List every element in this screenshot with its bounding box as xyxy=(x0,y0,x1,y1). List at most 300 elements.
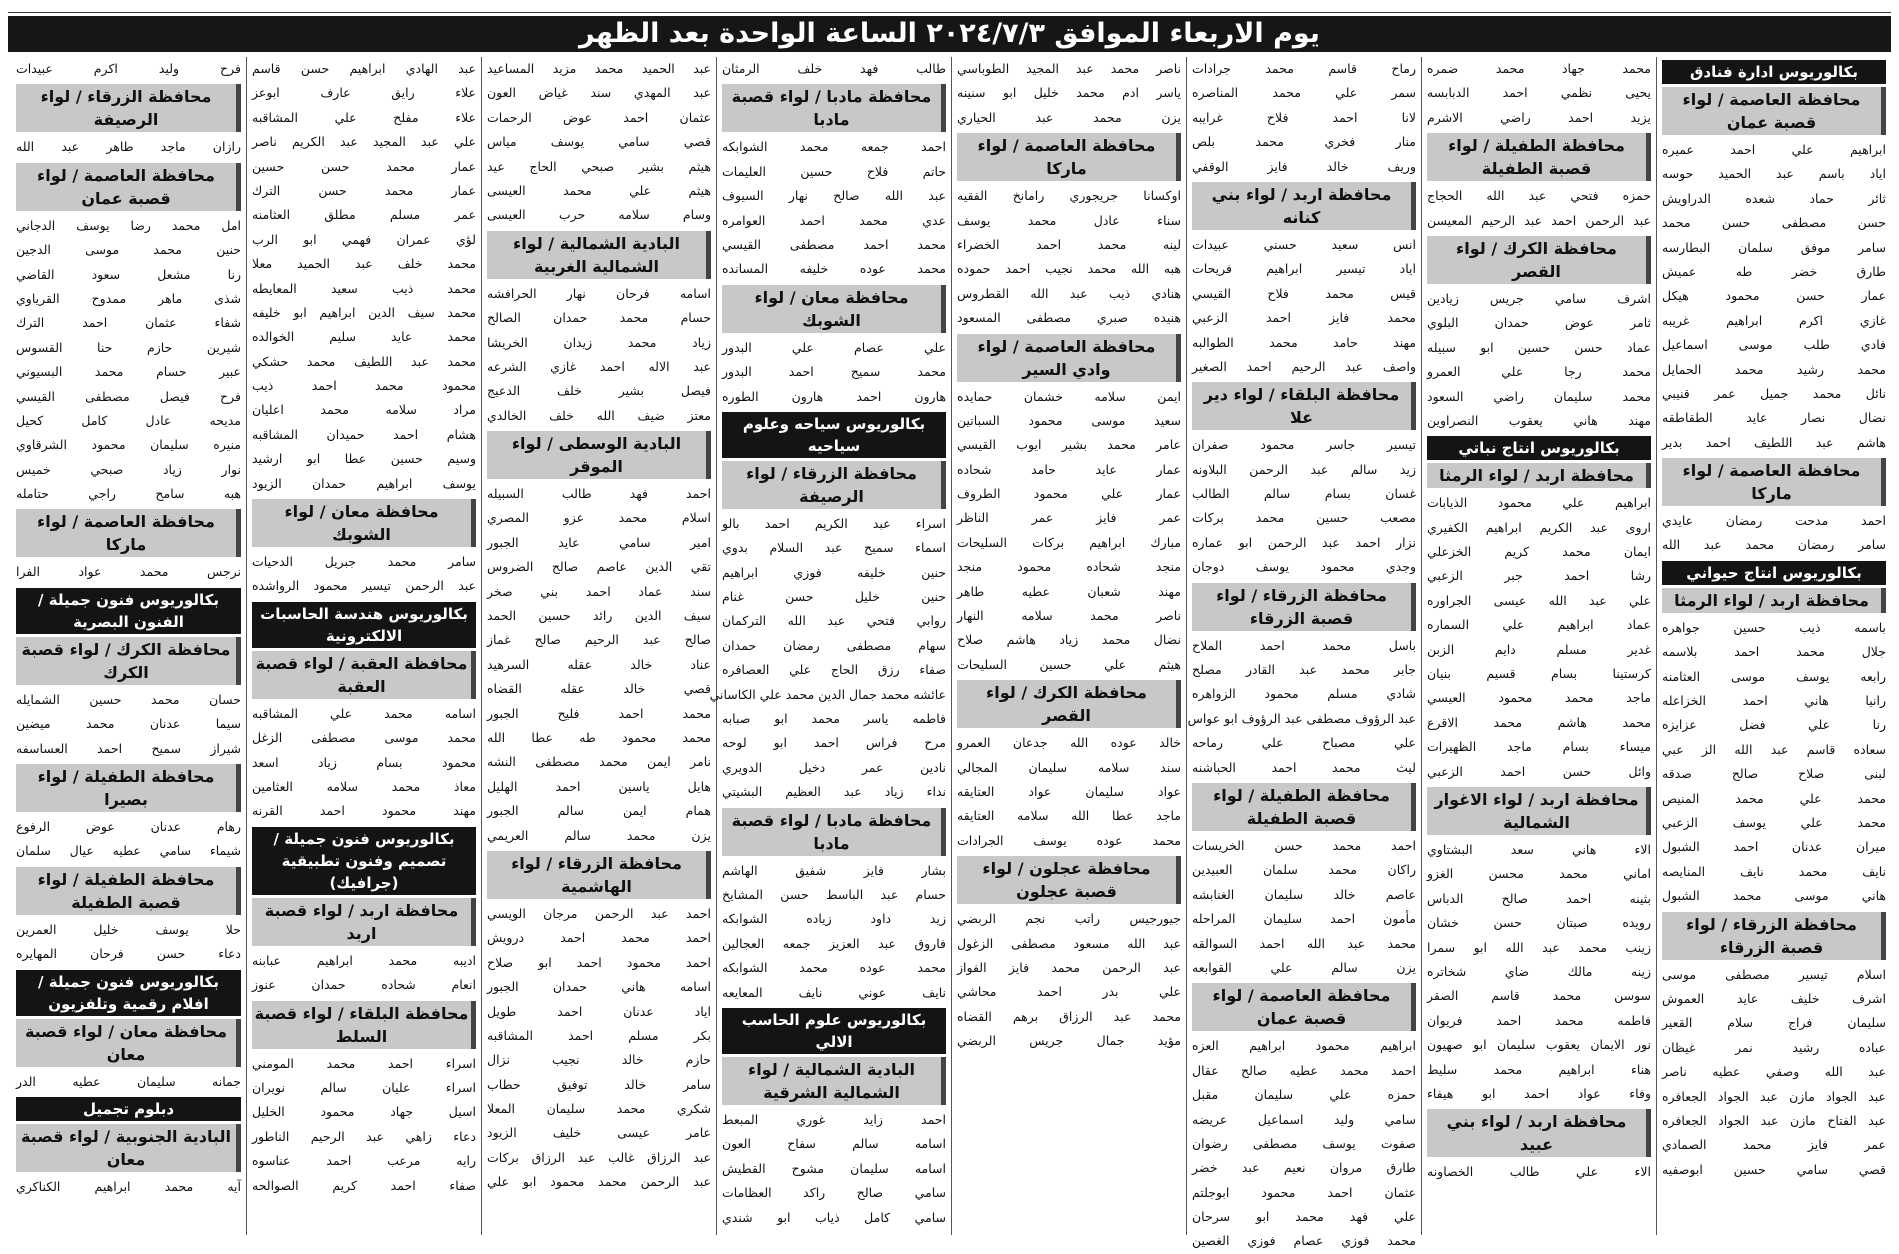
name-entry: انس سعيد حسني عبيدات xyxy=(1192,236,1416,252)
name-entry: فاروق عبد العزيز جمعه العجالين xyxy=(722,935,946,951)
name-entry: معاذ محمد سلامه العثامين xyxy=(252,778,476,794)
name-entry: محمد علي يوسف الزعبي xyxy=(1662,814,1886,830)
name-entry: شادي مسلم محمود الزواهره xyxy=(1192,686,1416,702)
name-entry: حمزه علي سليمان مقبل xyxy=(1192,1087,1416,1103)
name-entry: الاء علي طالب الخصاونه xyxy=(1427,1164,1651,1180)
name-entry: محمد رشيد محمد الحمايل xyxy=(1662,361,1886,377)
name-entry: سامي صالح راكد العظامات xyxy=(722,1185,946,1201)
region-heading: البادية الشمالية / لواء الشمالية الغربية xyxy=(487,231,711,279)
degree-heading: بكالوريوس فنون جميلة / تصميم وفنون تطبيقية (جرافيك) xyxy=(252,827,476,895)
name-entry: عبد الهادي ابراهيم حسن قاسم xyxy=(252,61,476,76)
name-entry: عبد الرحمن محمد محمود ابو علي xyxy=(487,1174,711,1190)
region-heading: محافظة الزرقاء / لواء الرصيفة xyxy=(16,84,241,132)
name-entry: عبير حسام محمد البسيوني xyxy=(16,364,241,380)
name-entry: فرح فيصل مصطفى القيسي xyxy=(16,388,241,404)
name-entry: محمد ذيب سعيد المعايطه xyxy=(252,280,476,296)
name-entry: الاء هاني سعد البشتاوي xyxy=(1427,841,1651,857)
name-entry: محمود محمد احمد ذيب xyxy=(252,378,476,394)
region-heading: محافظة اربد / لواء قصبة اربد xyxy=(252,898,476,946)
name-entry: عبد الرحمن احمد عبد الرحيم المعيسن xyxy=(1427,212,1651,228)
name-entry: محمد عبد الله احمد السوالقه xyxy=(1192,935,1416,951)
name-entry: بكر مسلم احمد المشاقبه xyxy=(487,1027,711,1043)
name-entry: علي عبد الله عيسى الجراوره xyxy=(1427,592,1651,608)
name-entry: شذى ماهر ممدوح القرياوي xyxy=(16,290,241,306)
name-entry: محمد عوده خليفه المسانده xyxy=(722,261,946,277)
name-entry: مراد سلامه محمد اعليان xyxy=(252,402,476,418)
name-entry: ماجد عطا الله سلامه العتايقه xyxy=(957,808,1181,824)
region-heading: محافظة البلقاء / لواء قصبة السلط xyxy=(252,1001,476,1049)
region-heading: محافظة الطفيلة / لواء بصيرا xyxy=(16,764,241,812)
name-entry: اياد عدنان احمد طويل xyxy=(487,1003,711,1019)
name-entry: اسلام تيسير مصطفى موسى xyxy=(1662,966,1886,982)
region-heading: البادية الوسطى / لواء الموقر xyxy=(487,431,711,479)
name-entry: محمد عوده محمد الشوابكه xyxy=(722,960,946,976)
name-entry: مأمون احمد سليمان المراحله xyxy=(1192,911,1416,927)
name-entry: نداء زياد عبد العظيم البشيتي xyxy=(722,784,946,800)
column-2 xyxy=(1421,57,1656,1235)
name-entry: محمد سميح احمد البدور xyxy=(722,364,946,380)
name-entry: همام ايمن سالم الجبور xyxy=(487,803,711,819)
name-entry: محمد فايز احمد الزعبي xyxy=(1192,310,1416,326)
name-entry: اديبه محمد ابراهيم عبابنه xyxy=(252,952,476,968)
name-entry: وريف خالد فايز الوقفي xyxy=(1192,158,1416,174)
name-entry: هيثم بشير صبحي الحاج عيد xyxy=(487,158,711,174)
column-8 xyxy=(11,57,246,1235)
name-entry: نائل محمد جميل عمر قنيبي xyxy=(1662,385,1886,401)
name-entry: علي فهد محمد ابو سرحان xyxy=(1192,1209,1416,1225)
name-entry: صالح عبد الرحيم صالح غماز xyxy=(487,632,711,648)
region-heading: محافظة العاصمة / لواء قصبة عمان xyxy=(16,163,241,211)
region-heading: البادية الجنوبية / لواء قصبة معان xyxy=(16,1124,241,1172)
name-entry: محمد رجا علي العمرو xyxy=(1427,364,1651,380)
name-entry: حنين محمد موسى الدجين xyxy=(16,242,241,258)
name-entry: جلال محمد احمد بلاسمه xyxy=(1662,644,1886,660)
name-entry: يزن محمد سالم العريمي xyxy=(487,827,711,843)
region-heading: محافظة الطفيلة / لواء قصبة الطفيلة xyxy=(1427,133,1651,181)
name-entry: اسامه سليمان مشوح القطيش xyxy=(722,1160,946,1176)
region-heading: محافظة العاصمة / لواء قصبة عمان xyxy=(1662,87,1886,135)
region-heading: محافظة العاصمة / لواء ماركا xyxy=(16,509,241,557)
name-entry: واصف عبد الرحيم احمد الصغير xyxy=(1192,358,1416,374)
region-heading: محافظة العاصمة / لواء ماركا xyxy=(957,133,1181,181)
name-entry: غدير مسلم دايم الزبن xyxy=(1427,641,1651,657)
name-entry: رهام عدنان عوض الرفوع xyxy=(16,819,241,835)
name-entry: سهام مصطفى رمضان حمدان xyxy=(722,637,946,653)
name-entry: عمار محمد حسن حسين xyxy=(252,158,476,174)
name-entry: ليث محمد احمد الحباشنه xyxy=(1192,759,1416,775)
name-entry: زيد سالم عبد الرحمن البلاونه xyxy=(1192,461,1416,477)
name-entry: سند سلامه سليمان المجالي xyxy=(957,759,1181,775)
name-entry: طارق مروان نعيم عبد خضر xyxy=(1192,1160,1416,1176)
name-entry: محمد عوده يوسف الجرادات xyxy=(957,832,1181,848)
name-entry: حاتم فلاح حسين العليمات xyxy=(722,163,946,179)
name-entry: يحيى نظمي احمد الدبابسه xyxy=(1427,85,1651,101)
name-entry: اياد باسم عبد الحميد حوسه xyxy=(1662,166,1886,182)
name-entry: محمد جهاد محمد ضمره xyxy=(1427,61,1651,76)
name-entry: عمر مسلم مطلق العثامنه xyxy=(252,207,476,223)
name-entry: زينه مالك ضاي شخاتره xyxy=(1427,963,1651,979)
name-entry: شيراز سميح احمد العساسفه xyxy=(16,740,241,756)
name-entry: عبد الرحمن محمد فايز الفواز xyxy=(957,959,1181,975)
name-entry: ماجد محمد محمود العيسي xyxy=(1427,690,1651,706)
name-entry: علي عبد المجيد عبد الكريم ناصر xyxy=(252,134,476,150)
name-entry: عباده رشيد نمر غيظان xyxy=(1662,1039,1886,1055)
name-entry: فرح وليد اكرم عبيدات xyxy=(16,61,241,76)
name-entry: روابي فتحي عبد الله التركمان xyxy=(722,613,946,629)
name-entry: عبد الاله احمد غازي الشرعه xyxy=(487,358,711,374)
name-entry: عبد الجواد مازن عبد الجواد الجعافره xyxy=(1662,1088,1886,1104)
name-entry: احمد عبد الرحمن مرجان الويسي xyxy=(487,905,711,921)
degree-heading: بكالوريوس فنون جميلة / الفنون البصرية xyxy=(16,588,241,634)
name-entry: منجد شحاده محمود منجد xyxy=(957,559,1181,575)
name-entry: سند عماد احمد بني صخر xyxy=(487,583,711,599)
name-entry: فاطمه ياسر محمد ابو صبابه xyxy=(722,711,946,727)
name-entry: نرجس محمد عواد الفرا xyxy=(16,564,241,580)
name-entry: باسمه ذيب حسين جواهره xyxy=(1662,619,1886,635)
name-entry: رازان ماجد طاهر عبد الله xyxy=(16,139,241,155)
name-entry: رنا علي فضل عزايزه xyxy=(1662,717,1886,733)
name-entry: هنادي ذيب عبد الله القطروس xyxy=(957,285,1181,301)
name-entry: منيره سليمان محمود الشرقاوي xyxy=(16,437,241,453)
degree-heading: بكالوريوس هندسة الحاسبات الالكترونية xyxy=(252,602,476,648)
region-heading: محافظة الكرك / لواء قصبة الكرك xyxy=(16,637,241,685)
name-entry: ثامر عوض حمدان البلوي xyxy=(1427,315,1651,331)
name-entry: نايف محمد نايف المنايصه xyxy=(1662,863,1886,879)
name-entry: رويده صبتان حسن خشان xyxy=(1427,915,1651,931)
degree-heading: دبلوم تجميل xyxy=(16,1097,241,1121)
name-entry: احمد محمد احمد درويش xyxy=(487,930,711,946)
name-entry: باسل محمد احمد الملاح xyxy=(1192,637,1416,653)
name-entry: نادين عمر دخيل الدويري xyxy=(722,759,946,775)
name-entry: راكان محمد سلمان العبيدين xyxy=(1192,862,1416,878)
region-heading: محافظة مادبا / لواء قصبة مادبا xyxy=(722,84,946,132)
name-entry: ايمان محمد كريم الخزعلي xyxy=(1427,544,1651,560)
name-entry: غازي اكرم ابراهيم غريبه xyxy=(1662,312,1886,328)
name-entry: صفوت يوسف مصطفى رضوان xyxy=(1192,1135,1416,1151)
name-entry: انعام شحاده حمدان عنوز xyxy=(252,977,476,993)
top-rule xyxy=(8,6,1891,13)
name-entry: لبنى صلاح صالح صدقه xyxy=(1662,766,1886,782)
degree-heading: بكالوريوس سياحه وعلوم سياحيه xyxy=(722,412,946,458)
column-1 xyxy=(1656,57,1891,1235)
name-entry: جمانه سليمان عطيه الدر xyxy=(16,1073,241,1089)
name-entry: سامي وليد اسماعيل عريضه xyxy=(1192,1111,1416,1127)
name-entry: ناصر محمد عبد المجيد الطوباسي xyxy=(957,61,1181,76)
region-heading: محافظة معان / لواء الشوبك xyxy=(722,285,946,333)
name-entry: حسام محمد حمدان الصالح xyxy=(487,310,711,326)
name-entry: عامر عيسى خليف الزيود xyxy=(487,1125,711,1141)
name-entry: هيثم علي محمد العيسى xyxy=(487,182,711,198)
name-entry: اوكسانا جريجوري رامانخ الفقيه xyxy=(957,188,1181,204)
name-entry: اشرف خليف عايد العموش xyxy=(1662,990,1886,1006)
name-entry: مديحه عادل كامل كحيل xyxy=(16,412,241,428)
name-entry: مؤيد جمال جريس الربضي xyxy=(957,1033,1181,1049)
name-entry: عمار عايد حامد شحاده xyxy=(957,461,1181,477)
name-entry: احمد محمد حسن الخريسات xyxy=(1192,837,1416,853)
name-entry: مرح فراس احمد ابو لوحه xyxy=(722,735,946,751)
name-entry: سامر موفق سلمان البطارسه xyxy=(1662,239,1886,255)
region-heading: محافظة اربد / لواء الرمثا xyxy=(1662,588,1886,613)
name-entry: رماح قاسم محمد جرادات xyxy=(1192,61,1416,76)
name-entry: محمود بسام زياد اسعد xyxy=(252,754,476,770)
region-heading: محافظة البلقاء / لواء دير علا xyxy=(1192,382,1416,430)
name-entry: عائشه محمد جمال الدين محمد علي الكاساني xyxy=(709,686,946,702)
name-entry: عاصم خالد سليمان الغنابشه xyxy=(1192,886,1416,902)
name-entry: اسامه محمد علي المشاقبه xyxy=(252,705,476,721)
region-heading: محافظة الزرقاء / لواء الرصيفة xyxy=(722,461,946,509)
name-entry: حمزه فتحي عبد الله الحجاج xyxy=(1427,188,1651,204)
name-entry: مهند حامد محمد الطوالبه xyxy=(1192,334,1416,350)
name-entry: حسن مصطفى حسن محمد xyxy=(1662,215,1886,231)
name-entry: هنيده صبري مصطفى المسعود xyxy=(957,310,1181,326)
name-entry: سليمان فراج سلام القعير xyxy=(1662,1015,1886,1031)
name-entry: علاء رايق عارف ابوعز xyxy=(252,85,476,101)
name-entry: اسراء احمد محمد المومني xyxy=(252,1055,476,1071)
degree-heading: بكالوريوس انتاج حيواني xyxy=(1662,561,1886,585)
name-entry: عثمان احمد محمود ابوجلتم xyxy=(1192,1184,1416,1200)
degree-heading: بكالوريوس فنون جميلة / افلام رقمية وتلفزيون xyxy=(16,970,241,1016)
name-entry: ناصر محمد سلامه النهار xyxy=(957,608,1181,624)
name-entry: عبد الفتاح مازن عبد الجواد الجعافره xyxy=(1662,1112,1886,1128)
name-entry: احمد زايد غوري المبعط xyxy=(722,1111,946,1127)
name-entry: عبد الحميد محمد مزيد المساعيد xyxy=(487,61,711,76)
region-heading: محافظة العاصمة / لواء ماركا xyxy=(1662,458,1886,506)
region-heading: محافظة اربد / لواء الرمثا xyxy=(1427,463,1651,488)
name-entry: محمد خلف عبد الحميد معلا xyxy=(252,256,476,272)
name-entry: طارق خضر طه عميش xyxy=(1662,263,1886,279)
name-entry: هارون احمد هارون الطوره xyxy=(722,388,946,404)
name-entry: علي بدر احمد محاشي xyxy=(957,984,1181,1000)
name-entry: وجدي محمود يوسف دوجان xyxy=(1192,559,1416,575)
name-entry: نضال نصار عايد الطقاطقه xyxy=(1662,410,1886,426)
name-entry: اسماء سميح عبد السلام بدوي xyxy=(722,540,946,556)
name-entry: رنا مشعل سعود القاضي xyxy=(16,266,241,282)
name-entry: ثائر حماد شعده الدراويش xyxy=(1662,190,1886,206)
region-heading: محافظة مادبا / لواء قصبة مادبا xyxy=(722,808,946,856)
name-entry: علاء مفلح علي المشاقبه xyxy=(252,109,476,125)
name-entry: غسان بسام سالم الطالب xyxy=(1192,486,1416,502)
name-entry: محمد هاشم محمد الاقرع xyxy=(1427,714,1651,730)
name-entry: كرستينا بسام قسيم بنيان xyxy=(1427,666,1651,682)
column-4 xyxy=(951,57,1186,1235)
name-entry: عبد الله مسعود مصطفى الزغول xyxy=(957,935,1181,951)
name-entry: اسامه سالم سفاح العون xyxy=(722,1136,946,1152)
region-heading: محافظة الزرقاء / لواء قصبة الزرقاء xyxy=(1192,583,1416,631)
name-entry: حلا يوسف خليل العمرين xyxy=(16,921,241,937)
name-entry: دعاء زاهي عبد الرحيم الناطور xyxy=(252,1128,476,1144)
name-entry: سناء عادل محمد يوسف xyxy=(957,212,1181,228)
name-entry: نايف عوني نايف المعايعه xyxy=(722,984,946,1000)
name-entry: وفاء عواد احمد ابو هيفاء xyxy=(1427,1085,1651,1101)
column-6 xyxy=(481,57,716,1235)
degree-heading: بكالوريوس علوم الحاسب الالي xyxy=(722,1008,946,1054)
name-entry: زيد داود زياده الشوابكه xyxy=(722,911,946,927)
name-entry: قيس محمد فلاح القيسي xyxy=(1192,285,1416,301)
name-entry: عدي محمد احمد العوامره xyxy=(722,212,946,228)
name-entry: اسامه فرحان نهار الحرافشه xyxy=(487,285,711,301)
name-entry: هاني موسى محمد الشبول xyxy=(1662,888,1886,904)
name-entry: نضال محمد زياد هاشم صلاح xyxy=(957,632,1181,648)
name-entry: حنين خليل حسن غنام xyxy=(722,589,946,605)
name-entry: تيسير جاسر محمود صفران xyxy=(1192,437,1416,453)
name-entry: عبد المهدي سند غياض العون xyxy=(487,85,711,101)
name-entry: فاطمه محمد احمد فريوان xyxy=(1427,1012,1651,1028)
name-entry: فيصل بشير خلف الدعيج xyxy=(487,383,711,399)
region-heading: محافظة الطفيلة / لواء قصبة الطفيلة xyxy=(1192,783,1416,831)
name-entry: حسام عبد الباسط حسن المشايخ xyxy=(722,886,946,902)
name-entry: اسراء عبد الكريم احمد بالو xyxy=(722,515,946,531)
name-entry: احمد محمد عطيه صالح عقال xyxy=(1192,1062,1416,1078)
name-entry: مهند هاني يعقوب النصراوين xyxy=(1427,412,1651,428)
name-entry: قصي خالد عقله القضاه xyxy=(487,681,711,697)
name-entry: عماد ابراهيم علي السماره xyxy=(1427,617,1651,633)
name-entry: دعاء حسن فرحان المهايره xyxy=(16,946,241,962)
name-entry: محمد عايد سليم الخوالده xyxy=(252,329,476,345)
region-heading: محافظة الزرقاء / لواء قصبة الزرقاء xyxy=(1662,912,1886,960)
name-entry: محمد عبد اللطيف محمد حشكي xyxy=(252,353,476,369)
region-heading: محافظة الكرك / لواء القصر xyxy=(1427,236,1651,284)
name-entry: احمد محمود احمد ابو صلاح xyxy=(487,954,711,970)
column-3 xyxy=(1186,57,1421,1249)
name-entry: علي عصام علي البدور xyxy=(722,339,946,355)
name-entry: عمار علي محمود الطروف xyxy=(957,486,1181,502)
name-entry: مصعب حسين محمد بركات xyxy=(1192,510,1416,526)
name-entry: اشرف سامي جريس زيادين xyxy=(1427,290,1651,306)
region-heading: محافظة معان / لواء الشوبك xyxy=(252,499,476,547)
name-entry: عمار محمد حسن الترك xyxy=(252,182,476,198)
name-entry: سوسن محمد قاسم الصقر xyxy=(1427,988,1651,1004)
name-entry: عبد الرزاق غالب عبد الرزاق بركات xyxy=(487,1149,711,1165)
name-entry: سامر خالد توفيق حطاب xyxy=(487,1076,711,1092)
region-heading: محافظة الطفيلة / لواء قصبة الطفيلة xyxy=(16,867,241,915)
name-entry: ميران عدنان احمد الشبول xyxy=(1662,839,1886,855)
name-entry: محمد احمد مصطفى القيسي xyxy=(722,236,946,252)
name-entry: عمر فايز محمد الصمادي xyxy=(1662,1137,1886,1153)
name-entry: اسامه هاني حمدان الجبور xyxy=(487,979,711,995)
name-entry: ايمن سلامه خشمان حمايده xyxy=(957,388,1181,404)
region-heading: البادية الشمالية / لواء الشمالية الشرقية xyxy=(722,1057,946,1105)
name-entry: نامر ايمن محمد مصطفى النشه xyxy=(487,754,711,770)
region-heading: محافظة الكرك / لواء القصر xyxy=(957,680,1181,728)
name-entry: محمد محمود طه عطا الله xyxy=(487,729,711,745)
name-entry: شكري محمد سليمان المعلا xyxy=(487,1101,711,1117)
name-entry: حازم خالد نجيب نزال xyxy=(487,1052,711,1068)
region-heading: محافظة اربد / لواء بني كنانه xyxy=(1192,182,1416,230)
name-entry: جيورجيس راتب نجم الربضي xyxy=(957,911,1181,927)
name-entry: وائل حسن احمد الزعبي xyxy=(1427,763,1651,779)
column-5 xyxy=(709,57,951,1235)
name-entry: نوار زياد صبحي خميس xyxy=(16,461,241,477)
name-entry: هناء ابراهيم محمد سليط xyxy=(1427,1061,1651,1077)
name-entry: سيف الدين رائد حسين الحمد xyxy=(487,608,711,624)
name-entry: ياسر ادم محمد خليل ابو سنينه xyxy=(957,85,1181,101)
name-entry: قصي سامي حسين ابوصفيه xyxy=(1662,1161,1886,1177)
name-entry: محمد عبد الرزاق برهم القضاه xyxy=(957,1008,1181,1024)
name-entry: سامر رمضان محمد عبد الله xyxy=(1662,537,1886,553)
name-entry: حسان محمد حسين الشمايله xyxy=(16,691,241,707)
name-entry: يزيد احمد راضي الاشرم xyxy=(1427,109,1651,125)
columns-container xyxy=(8,57,1891,1249)
name-entry: خالد عوده الله جدعان العمرو xyxy=(957,735,1181,751)
date-banner: يوم الاربعاء الموافق ٢٠٢٤/٧/٣ الساعة الواحدة بعد الظهر xyxy=(8,16,1891,52)
name-entry: يزن سالم علي القوابعه xyxy=(1192,959,1416,975)
name-entry: ابراهيم علي محمود الذيابات xyxy=(1427,495,1651,511)
name-entry: سيما عدنان محمد ميضين xyxy=(16,716,241,732)
degree-heading: بكالوريوس انتاج نباتي xyxy=(1427,436,1651,460)
name-entry: فادي طلب موسى اسماعيل xyxy=(1662,337,1886,353)
name-entry: تقي الدين عاصم صالح الضروس xyxy=(487,559,711,575)
name-entry: رشا احمد جبر الزعبي xyxy=(1427,568,1651,584)
name-entry: عماد حسن حسين ابو سبيله xyxy=(1427,339,1651,355)
name-entry: وسام سلامه حرب العيسى xyxy=(487,207,711,223)
name-entry: مبارك ابراهيم بركات السليحات xyxy=(957,534,1181,550)
name-entry: بثينه احمد صالح الدباس xyxy=(1427,890,1651,906)
name-entry: حنين خليفه فوزي ابراهيم xyxy=(722,564,946,580)
region-heading: محافظة عجلون / لواء قصبة عجلون xyxy=(957,856,1181,904)
name-entry: اسلام محمد عزو المصري xyxy=(487,510,711,526)
name-entry: اروى عبد الكريم ابراهيم الكفيري xyxy=(1427,519,1651,535)
name-entry: امير سامي عايد الجبور xyxy=(487,534,711,550)
name-entry: شيرين حازم حنا القسوس xyxy=(16,339,241,355)
name-entry: صفاء رزق الحاج علي العصافره xyxy=(722,662,946,678)
name-entry: رابعه يوسف موسى العثامنه xyxy=(1662,668,1886,684)
name-entry: سامر محمد جبريل الدحيات xyxy=(252,554,476,570)
region-heading: محافظة العقبة / لواء قصبة العقبة xyxy=(252,651,476,699)
name-entry: اماني محمد محسن الغزو xyxy=(1427,866,1651,882)
name-entry: اسراء عليان سالم نويران xyxy=(252,1079,476,1095)
region-heading: محافظة الزرقاء / لواء الهاشمية xyxy=(487,851,711,899)
name-entry: احمد فهد طالب السبيله xyxy=(487,486,711,502)
name-entry: شيماء سامي عطيه عيال سلمان xyxy=(16,843,241,859)
name-entry: محمد سليمان راضي السعود xyxy=(1427,388,1651,404)
name-entry: امل محمد رضا يوسف الدجاني xyxy=(16,217,241,233)
name-entry: رايه مرعب احمد عناسوه xyxy=(252,1153,476,1169)
name-entry: سمر علي محمد المناصره xyxy=(1192,85,1416,101)
column-7 xyxy=(246,57,481,1235)
name-entry: عمر فايز عمر الناظر xyxy=(957,510,1181,526)
region-heading: محافظة معان / لواء قصبة معان xyxy=(16,1019,241,1067)
name-entry: ابراهيم محمود ابراهيم العزه xyxy=(1192,1038,1416,1054)
name-entry: لؤي عمران فهمي ابو الرب xyxy=(252,231,476,247)
name-entry: عامر محمد بشير ايوب القيسي xyxy=(957,437,1181,453)
name-entry: اياد تيسير ابراهيم فريحات xyxy=(1192,261,1416,277)
name-entry: احمد جمعه محمد الشوابكه xyxy=(722,139,946,155)
name-entry: شفاء عثمان احمد الترك xyxy=(16,315,241,331)
name-entry: عبد الرؤوف مصطفى عبد الرؤوف ابو عواس xyxy=(1187,710,1416,726)
name-entry: محمد فوزي عصام فوزي الغصين xyxy=(1192,1233,1416,1249)
name-entry: لينه محمد احمد الخضراء xyxy=(957,236,1181,252)
name-entry: آيه محمد ابراهيم الكناكري xyxy=(16,1178,241,1194)
name-entry: هاشم عبد اللطيف احمد بدير xyxy=(1662,434,1886,450)
name-entry: اسيل جهاد محمود الخليل xyxy=(252,1104,476,1120)
name-entry: نور الايمان يعقوب سليمان ابو صهيون xyxy=(1427,1037,1651,1053)
region-heading: محافظة العاصمة / لواء قصبة عمان xyxy=(1192,983,1416,1031)
name-entry: طالب فهد خلف الرمثان xyxy=(722,61,946,76)
name-entry: زياد محمد زيدان الخريشا xyxy=(487,334,711,350)
name-entry: زينب محمد عبد الله ابو سمرا xyxy=(1427,939,1651,955)
name-entry: مهند محمود احمد القرنه xyxy=(252,803,476,819)
name-entry: محمد احمد فليح الجبور xyxy=(487,705,711,721)
name-entry: هبه سامح راجي حتامله xyxy=(16,486,241,502)
name-entry: ميساء بسام ماجد الظهيرات xyxy=(1427,739,1651,755)
name-entry: يوسف ابراهيم حمدان الزيود xyxy=(252,475,476,491)
name-entry: منار فخري محمد بلص xyxy=(1192,134,1416,150)
name-entry: رانيا هاني احمد الخزاعله xyxy=(1662,693,1886,709)
name-entry: يزن محمد عبد الحياري xyxy=(957,109,1181,125)
name-entry: محمد موسى مصطفى الزغل xyxy=(252,730,476,746)
name-entry: هايل ياسين احمد الهليل xyxy=(487,778,711,794)
name-entry: صفاء احمد كريم الصوالحه xyxy=(252,1177,476,1193)
